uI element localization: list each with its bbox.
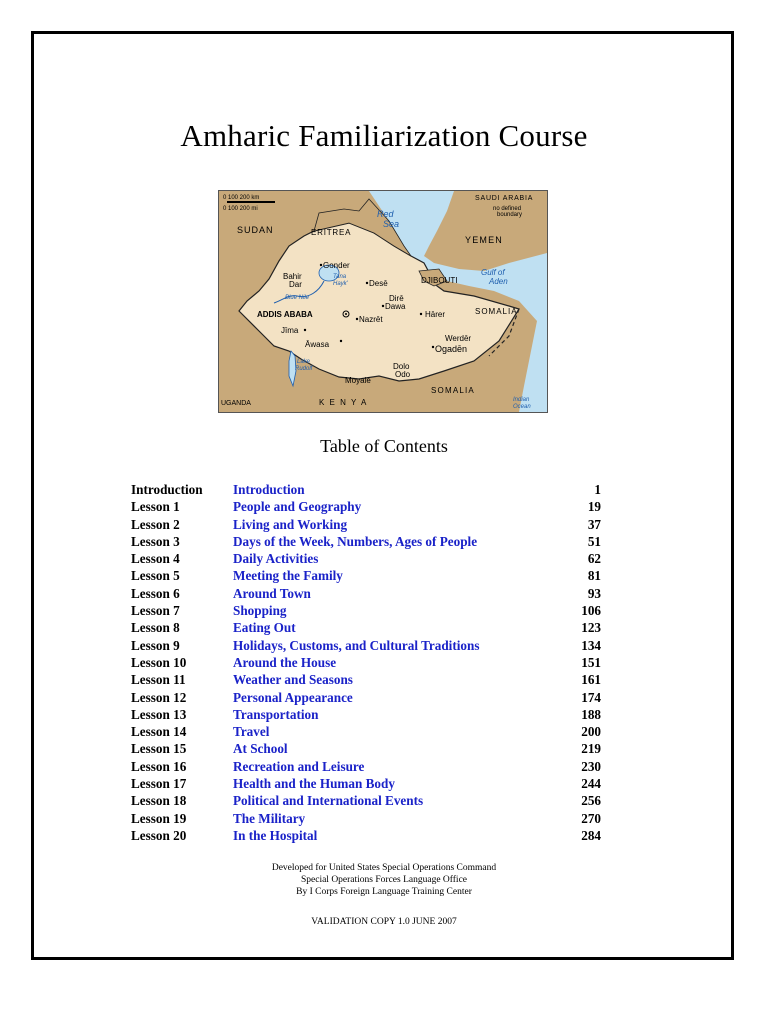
map-label-harer: Hārer [425,310,446,319]
toc-label: Lesson 3 [131,533,180,549]
toc-page: 62 [587,551,601,567]
toc-label: Lesson 2 [131,516,180,532]
toc-page: 161 [581,672,601,688]
toc-page: 230 [581,758,601,774]
toc-link[interactable]: Meeting the Family [233,568,343,584]
map-label-gulf-2: Aden [489,277,508,286]
toc-page: 270 [581,810,601,826]
map-label-tana-2: Hayk' [333,281,348,287]
toc-label: Lesson 16 [131,758,187,774]
toc-label: Lesson 5 [131,568,180,584]
map-city-dot [340,340,342,342]
toc-page: 244 [581,776,601,792]
toc-row [131,533,611,550]
toc-label: Lesson 13 [131,706,187,722]
toc-link[interactable]: Travel [233,724,270,740]
toc-row [131,740,611,757]
toc-link[interactable]: Around Town [233,585,311,601]
toc-link[interactable]: Health and the Human Body [233,776,395,792]
map-label-uganda: UGANDA [221,400,251,407]
toc-row [131,671,611,688]
map-city-dot [382,305,384,307]
toc-label: Lesson 8 [131,620,180,636]
toc-link[interactable]: Living and Working [233,516,348,532]
toc-label: Lesson 15 [131,741,187,757]
map-scale-km: 0 100 200 km [223,195,260,201]
toc-page: 188 [581,706,601,722]
toc-page: 1 [594,482,601,497]
map-label-no-boundary-2: boundary [497,212,523,218]
toc-page: 37 [587,516,601,532]
toc-row [131,619,611,636]
toc-page: 123 [581,620,601,636]
toc-link[interactable]: Eating Out [233,620,296,636]
toc-label: Lesson 6 [131,585,180,601]
ethiopia-map [218,190,548,413]
map-label-dire-1: Dirē [389,294,404,303]
toc-page: 19 [587,499,601,515]
toc-label: Lesson 19 [131,810,187,826]
toc-link[interactable]: Personal Appearance [233,689,353,705]
toc-row [131,516,611,533]
toc-link[interactable]: Days of the Week, Numbers, Ages of People [233,533,478,549]
toc-label: Lesson 17 [131,776,187,792]
map-city-dot [320,264,322,266]
toc-label: Lesson 11 [131,672,186,688]
toc-link[interactable]: In the Hospital [233,827,318,843]
toc-label: Lesson 12 [131,689,187,705]
toc-row [131,654,611,671]
map-label-gonder: Gonder [323,261,350,270]
map-label-jima: Jīma [281,326,299,335]
toc-label: Lesson 18 [131,793,187,809]
toc-page: 200 [581,724,601,740]
map-label-gulf-1: Gulf of [481,268,505,277]
toc-row [131,637,611,654]
toc-link[interactable]: Shopping [233,603,287,619]
toc-link[interactable]: Around the House [233,654,337,670]
toc-page: 219 [581,741,601,757]
map-label-kenya: K E N Y A [319,398,368,407]
toc-label: Lesson 7 [131,603,180,619]
map-label-awasa: Āwasa [305,340,330,349]
toc-link[interactable]: Weather and Seasons [233,672,353,688]
toc-label: Lesson 4 [131,551,180,567]
toc-link[interactable]: Political and International Events [233,793,424,809]
map-city-dot [366,282,368,284]
toc-link[interactable]: Introduction [233,482,305,497]
toc-label: Introduction [131,482,203,497]
map-label-saudi-arabia: SAUDI ARABIA [475,195,534,202]
map-label-no-boundary-1: no defined [493,206,522,212]
map-label-lake-1: Lake [297,359,311,365]
toc-row [131,585,611,602]
credits [0,862,768,898]
map-scale-mi: 0 100 200 mi [223,206,258,212]
toc-row [131,827,611,844]
toc-page: 51 [587,533,601,549]
toc-row [131,775,611,792]
map-label-blue-nile: Blue Nile [285,295,310,301]
toc-row [131,689,611,706]
map-label-dolo-1: Dolo [393,362,410,371]
toc-row [131,792,611,809]
map-label-dolo-2: Odo [395,370,411,379]
map-capital-marker-center [345,313,347,315]
toc-label: Lesson 9 [131,637,180,653]
map-label-dire-2: Dawa [385,302,406,311]
toc-link[interactable]: People and Geography [233,499,362,515]
map-label-nazret: Nazrēt [359,315,383,324]
toc-row [131,481,611,498]
map-city-dot [304,329,306,331]
toc-link[interactable]: Transportation [233,706,319,722]
toc-label: Lesson 14 [131,724,187,740]
map-label-moyale: Moyalē [345,376,371,385]
toc-row [131,550,611,567]
toc-link[interactable]: Recreation and Leisure [233,758,365,774]
toc-page: 93 [587,585,601,601]
toc-row [131,602,611,619]
map-label-djibouti: DJIBOUTI [421,276,458,285]
toc-label: Lesson 20 [131,827,187,843]
page-title: Amharic Familiarization Course [180,118,588,153]
toc-row [131,567,611,584]
map-label-red-sea-2: Sea [383,219,400,229]
toc-page: 134 [581,637,601,653]
map-city-dot [420,313,422,315]
map-label-red-sea-1: Red [377,209,394,219]
toc-page: 284 [581,827,601,843]
toc-row [131,758,611,775]
map-label-indian-2: Ocean [513,404,531,410]
map-label-indian-1: Indian [513,397,530,403]
map-label-eritrea: ERITREA [311,228,352,237]
map-label-dese: Desē [369,279,388,288]
toc-row [131,498,611,515]
map-label-werder: Werdēr [445,334,472,343]
credits-line: Developed for United States Special Operations Command [271,863,497,873]
toc-row [131,810,611,827]
map-label-lake-2: Rudolf [295,366,313,372]
map-label-tana-1: Tana [333,274,347,280]
toc-page: 174 [581,689,601,705]
map-city-dot [432,346,434,348]
toc-label: Lesson 1 [131,499,180,515]
toc-heading: Table of Contents [320,436,448,456]
toc-link[interactable]: The Military [233,810,306,826]
map-label-sudan: SUDAN [237,225,274,235]
map-label-ogaden: Ogadēn [435,344,468,354]
toc-page: 256 [581,793,601,809]
toc-link[interactable]: Holidays, Customs, and Cultural Traditions [233,637,480,653]
toc-row [131,723,611,740]
validation-copy: VALIDATION COPY 1.0 JUNE 2007 [311,917,457,927]
credits-line: Special Operations Forces Language Office [300,875,467,885]
toc-link[interactable]: Daily Activities [233,551,319,567]
credits-line: By I Corps Foreign Language Training Center [296,887,472,897]
toc-label: Lesson 10 [131,654,187,670]
toc-link[interactable]: At School [233,741,288,757]
map-scale-bar [227,201,275,203]
map-city-dot [356,318,358,320]
toc-page: 81 [587,568,601,584]
map-label-somalia-n: SOMALIA [475,307,518,316]
map-label-somalia-s: SOMALIA [431,386,475,395]
toc-row [131,706,611,723]
map-label-bahir-1: Bahir [283,272,302,281]
toc-page: 106 [581,603,601,619]
toc-page: 151 [581,654,601,670]
map-label-yemen: YEMEN [465,235,504,245]
map-label-bahir-2: Dar [289,280,302,289]
table-of-contents [131,481,611,844]
map-label-addis: ADDIS ABABA [257,310,313,319]
